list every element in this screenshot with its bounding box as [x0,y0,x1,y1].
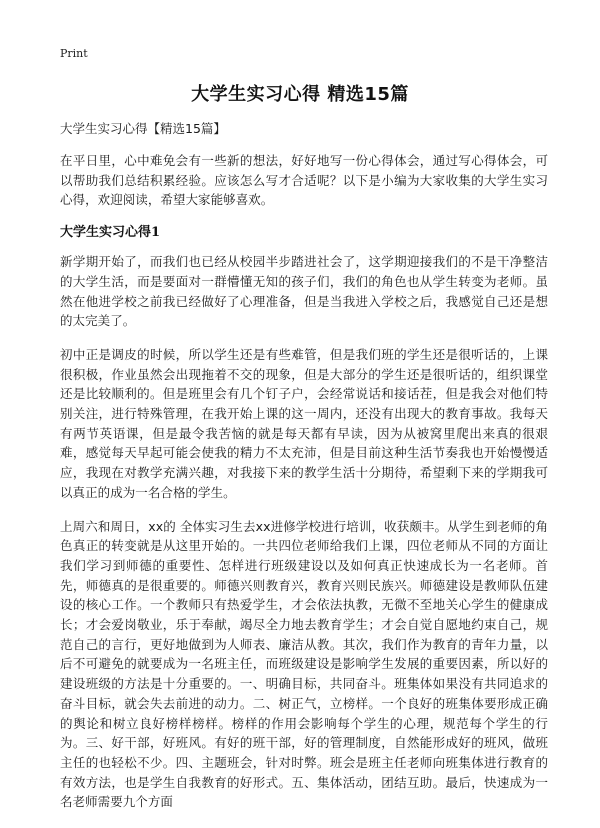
document-subtitle: 大学生实习心得【精选15篇】 [60,121,226,136]
section-heading: 大学生实习心得1 [60,225,161,241]
document-title: 大学生实习心得 精选15篇 [191,84,409,105]
print-label: Print [60,47,88,60]
intro-paragraph: 在平日里，心中难免会有一些新的想法，好好地写一份心得体会，通过写心得体会，可以帮助我们总结积累经验。应该怎么写才合适呢？以下是小编为大家收集的大学生实习心得，欢迎阅读，希望大家能够喜欢。 [60,153,548,208]
body-paragraph-3: 上周六和周日，xx的 全体实习生去xx进修学校进行培训，收获颇丰。从学生到老师的角色真正的转变就是从这里开始的。一共四位老师给我们上课，四位老师从不同的方面让我们学习到师德的重要性、怎样进行班级建设以及如何真正快速成长为一名老师。首先，师德真的是很重要的。师德兴则教育兴，教育兴则民族兴。师德建设是教师队伍建设的核心工作。一个教师只有热爱学生，才会依法执教，无微不至地关心学生的健康成长；才会爱岗敬业，乐于奉献，竭尽全力地去教育学生；才会自觉自愿地约束自己，规范自己的言行，更好地做到为人师表、廉洁从教。其次，我们作为教育的青年力量，以后不可避免的就要成为一名班主任，而班级建设是影响学生发展的重要因素，所以好的建设班级的方法是十分重要的。一、明确目标，共同奋斗。班集体如果没有共同追求的奋斗目标，就会失去前进的动力。二、树正气，立榜样。一个良好的班集体要形成正确的舆论和树立良好榜样榜样。榜样的作用会影响每个学生的心理，规范每个学生的行为。三、好干部，好班风。有好的班干部，好的管理制度，自然能形成好的班风，做班主任的也轻松不少。四、主题班会，针对时弊。班会是班主任老师向班集体进行教育的有效方法，也是学生自我教育的好形式。五、集体活动，团结互助。最后，快速成为一名老师需要九个方面 [60,518,548,810]
document-body [60,120,548,826]
body-paragraph-1: 新学期开始了，而我们也已经从校园半步踏进社会了，这学期迎接我们的不是干净整洁的大学生活，而是要面对一群懵懂无知的孩子们，我们的角色也从学生转变为老师。虽然在他进学校之前我已经做好了心理准备，但是当我进入学校之后，我感觉自己还是想的太完美了。 [60,254,548,329]
body-paragraph-2: 初中正是调皮的时候，所以学生还是有些难管，但是我们班的学生还是很听话的，上课很积极，作业虽然会出现拖着不交的现象，但是大部分的学生还是很听话的，组织课堂还是比较顺利的。但是班里会有几个钉子户，会经常说话和接话茬，但是我会对他们特别关注，进行特殊管理，在我开始上课的这一周内，还没有出现大的教育事故。我每天有两节英语课，但是最令我苦恼的就是每天都有早读，因为从被窝里爬出来真的很艰难，感觉每天早起可能会使我的精力不太充沛，但是目前这种生活节奏我也开始慢慢适应，我现在对教学充满兴趣，对我接下来的教学生活十分期待，希望剩下来的学期我可以真正的成为一名合格的学生。 [60,346,548,500]
